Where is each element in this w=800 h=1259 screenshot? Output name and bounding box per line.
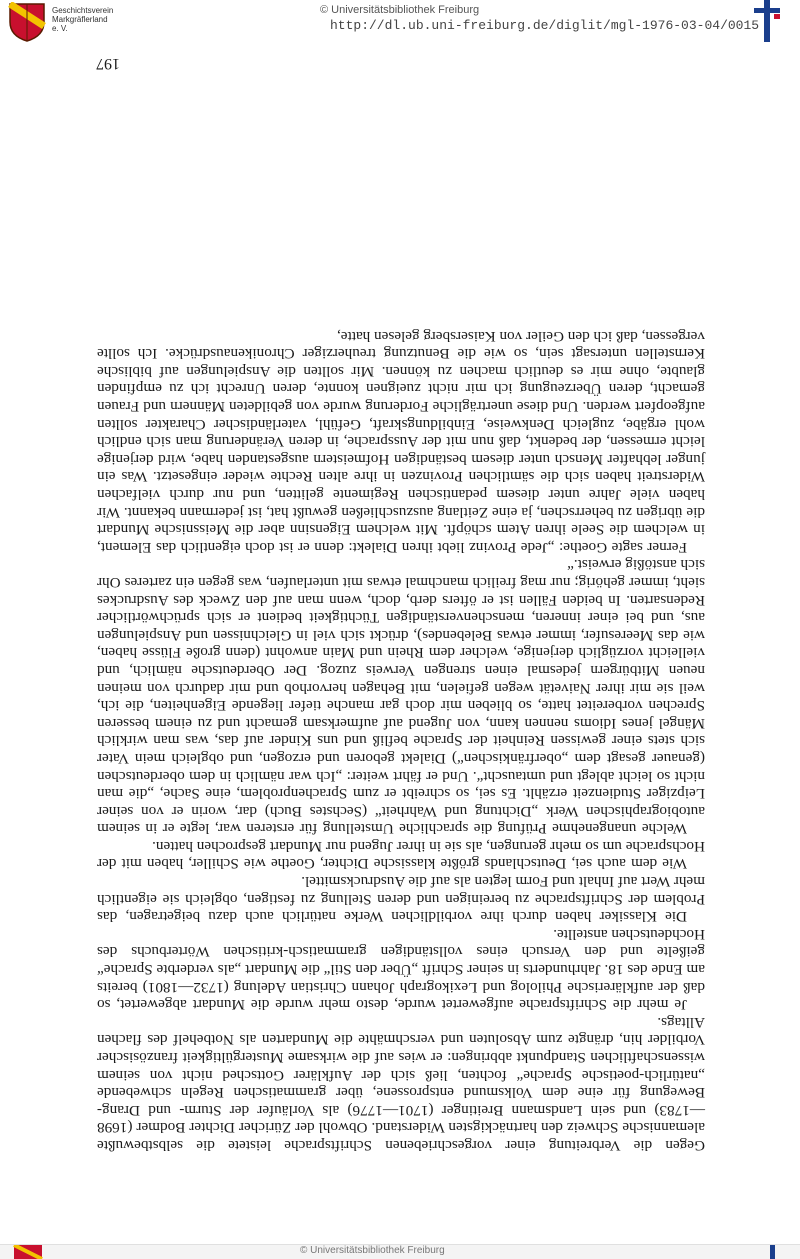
library-logo-icon: [752, 0, 782, 42]
paragraph: Die Klassiker haben durch ihre vorbildlichen Werke natürlich auch dazu beigetragen, das Problem der Schriftsprache zu bereinigen und deren Stellung zu festigen, obgleich sie eigentlich mehr Wert auf Inhalt und Form legten als auf die Ausdrucksmittel.: [97, 873, 705, 926]
body-text: [97, 327, 705, 1154]
coat-of-arms-logo: [6, 2, 48, 42]
viewer-top-bar: [0, 0, 800, 45]
paragraph: Welche unangenehme Prüfung die sprachliche Umstellung für ersteren war, legte er in seinem autobiographischen Werk „Dichtung und Wahrheit“ (Sechstes Buch) dar, worin er von seiner Leipziger Studienzeit erzählt. Es sei, so schreibt er zum Sprachenproblem, eine Sache, „die man nicht so leicht ablegt und umtauscht“. Und er fährt weiter: „Ich war nämlich in dem oberdeutschen (genauer gesagt dem „oberfränkischen“) Dialekt geboren und erzogen, und obgleich mein Vater sich stets einer gewissen Reinheit der Sprache befliß und uns Kinder auf das, was man wirklich Mängel jenes Idioms nennen kann, von Jugend auf aufmerksam gemacht und zu einem besseren Sprechen vorbereitet hatte, so blieben mir doch gar manche tiefer liegende Eigenheiten, die ich, weil sie mir ihrer Naivetät wegen gefielen, mit Behagen hervorhob und mir dadurch von meinen neuen Mitbürgern jedesmal einen strengen Verweis zuzog. Der Oberdeutsche nämlich, und vielleicht vorzüglich derjenige, welcher dem Rhein und Main anwohnt (denn große Flüsse haben, wie das Meeresufer, immer etwas Belebendes), drückt sich viel in Gleichnissen und Anspielungen aus, und bei einer inneren, menschenverständigen Tüchtigkeit bedient er sich sprüchwörtlicher Redensarten. In beiden Fällen ist er öfters derb, doch, wenn man auf den Zweck des Ausdruckes sieht, immer gehörig; nur mag freilich manchmal etwas mit unterlaufen, was gegen ein zarteres Ohr sich anstößig erweist.“: [97, 556, 705, 838]
rotated-page-content: [0, 44, 800, 1244]
coat-of-arms-logo-bottom: [12, 1245, 46, 1259]
paragraph: Je mehr die Schriftsprache aufgewertet wurde, desto mehr wurde die Mundart abgewertet, so daß der aufklärerische Philolog und Lexikograph Johann Christian Adelung (1732—1801) bereits am Ende des 18. Jahrhunderts in seiner Schrift „Über den Stil“ die Mundart „als verderbte Sprache“ geißelte und den Versuch eines vollständigen grammatisch-kritischen Wörterbuchs des Hochdeutschen anstellte.: [97, 925, 705, 1014]
viewer-bottom-bar: [0, 1244, 800, 1259]
page-number: 197: [96, 55, 120, 72]
document-url[interactable]: http://dl.ub.uni-freiburg.de/diglit/mgl-1976-03-04/0015: [330, 18, 760, 33]
paragraph: Ferner sagte Goethe: „Jede Provinz liebt ihren Dialekt: denn er ist doch eigentlich das Element, in welchem die Seele ihren Atem schöpft. Mit welchem Eigensinn aber die Meissnische Mundart die übrigen zu beherrschen, ja eine Zeitlang auszuschließen gewußt hat, ist jedermann bekannt. Wir haben viele Jahre unter diesem pedantischen Regimente gelitten, und nur durch vielfachen Widerstreit haben sich die sämtlichen Provinzen in ihre alten Rechte wieder eingesetzt. Was ein junger lebhafter Mensch unter diesem beständigen Hofmeistern ausgestanden habe, wird derjenige leicht ermessen, der bedenkt, daß nun mit der Aussprache, in deren Veränderung man sich endlich wohl ergäbe, zugleich Denkweise, Einbildungskraft, Gefühl, vaterländischer Charakter sollten aufgeopfert werden. Und diese unerträgliche Forderung wurde von gebildeten Männern und Frauen gemacht, deren Überzeugung ich mir nicht zueignen konnte, deren Unrecht ich zu empfinden glaubte, ohne mir es deutlich machen zu können. Mir sollten die Anspielungen auf biblische Kernstellen untersagt sein, so wie die Benutzung treuherziger Chronikenausdrücke. Ich sollte vergessen, daß ich den Geiler von Kaisersberg gelesen hatte,: [97, 327, 705, 556]
scanned-page: [0, 44, 800, 1244]
library-logo-icon-bottom: [762, 1245, 784, 1259]
association-name: Geschichtsverein Markgräflerland e. V.: [52, 6, 114, 33]
paragraph: Wie dem auch sei, Deutschlands größte klassische Dichter, Goethe wie Schiller, haben mit der Hochsprache um so mehr gerungen, als sie in ihrer Jugend nur Mundart gesprochen hatten.: [97, 837, 705, 873]
library-credit: © Universitätsbibliothek Freiburg: [320, 4, 480, 16]
bottom-library-credit: © Universitätsbibliothek Freiburg: [300, 1245, 445, 1256]
paragraph: Gegen die Verbreitung einer vorgeschriebenen Schriftsprache leistete die selbstbewußte alemannische Schweiz den hartnäckigsten Widerstand. Obwohl der Züricher Dichter Bodmer (1698—1783) und sein Landsmann Breitinger (1701—1776) als Vorläufer der Sturm- und Drang-Bewegung für eine dem Volksmund entsprossene, über grammatischen Regeln schwebende „natürlich-poetische Sprache“ fochten, ließ sich der Aufklärer Gottsched nicht von seinem wissenschaftlichen Standpunkt abbringen: er wies auf die wirksame Mustergültigkeit französischer Vorbilder hin, drängte zum Absoluten und verschmähte die Mundarten als Notbehelf des flachen Alltags.: [97, 1013, 705, 1154]
